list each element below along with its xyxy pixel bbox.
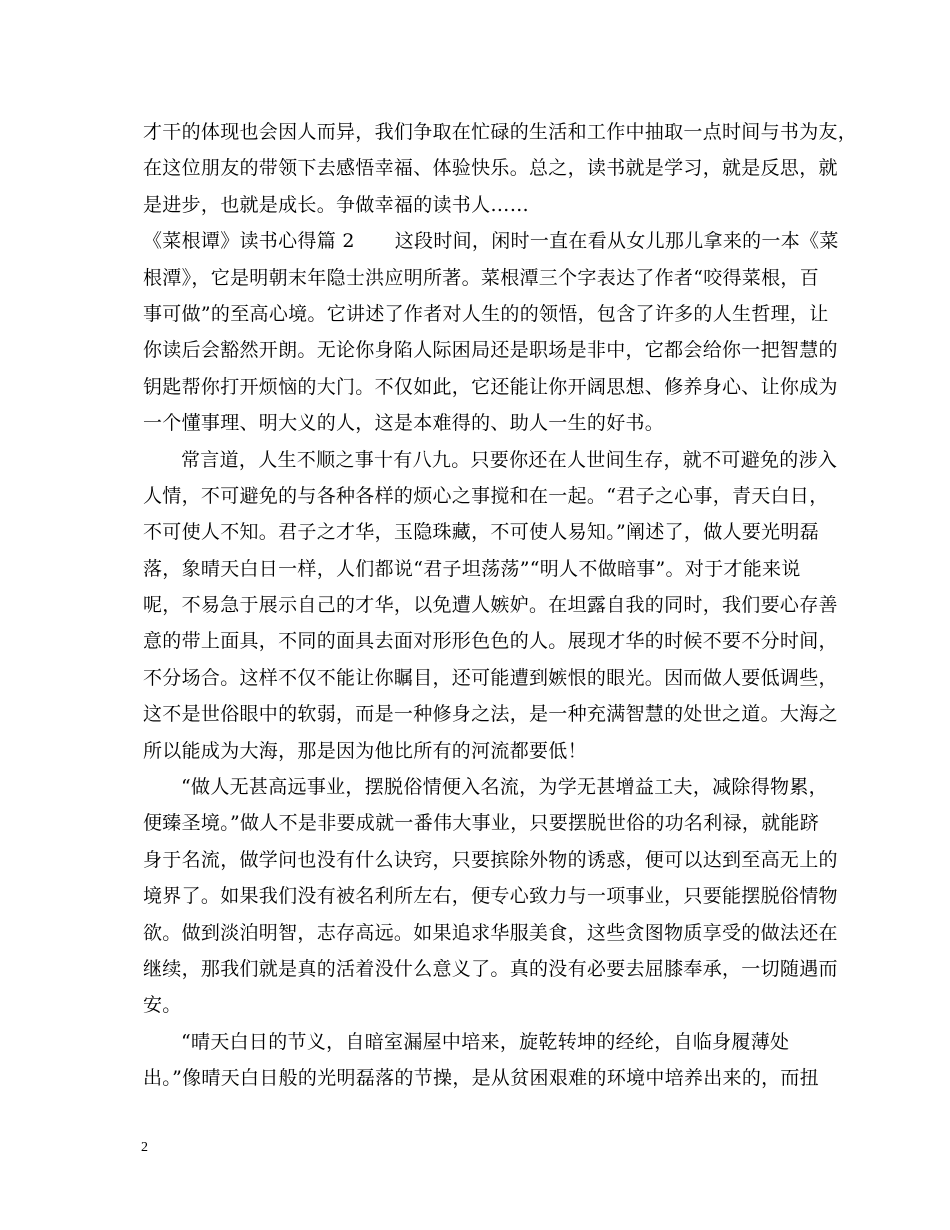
text-line: 继续，那我们就是真的活着没什么意义了。真的没有必要去屈膝奉承，一切随遇而 [143, 957, 838, 980]
text-line: 一个懂事理、明大义的人，这是本难得的、助人一生的好书。 [143, 412, 665, 435]
paragraph-start-line: 常言道，人生不顺之事十有八九。只要你还在人世间生存，就不可避免的涉入 [181, 448, 838, 471]
text-line: 意的带上面具，不同的面具去面对形形色色的人。展现才华的时候不要不分时间， [143, 630, 838, 653]
page-number: 2 [141, 1140, 148, 1155]
text-line: 你读后会豁然开朗。无论你身陷人际困局还是职场是非中，它都会给你一把智慧的 [143, 339, 838, 362]
paragraph-start-line: “晴天白日的节义，自暗室漏屋中培来，旋乾转坤的经纶，自临身履薄处 [181, 1030, 790, 1053]
text-line: 根潭》，它是明朝末年隐士洪应明所著。菜根潭三个字表达了作者“咬得菜根，百 [143, 266, 820, 289]
text-line: 欲。做到淡泊明智，志存高远。如果追求华服美食，这些贪图物质享受的做法还在 [143, 921, 838, 944]
heading-line [143, 223, 839, 259]
section-heading: 《菜根谭》读书心得篇 2 [143, 230, 355, 253]
body-text [143, 114, 858, 1097]
text-line: 人情，不可避免的与各种各样的烦心之事搅和在一起。“君子之心事，青天白日， [143, 484, 829, 507]
text-line-fragment: 这段时间，闲时一直在看从女儿那儿拿来的一本《菜 [394, 230, 839, 253]
text-line: 才干的体现也会因人而异，我们争取在忙碌的生活和工作中抽取一点时间与书为友， [143, 121, 858, 143]
text-line: 出。”像晴天白日般的光明磊落的节操，是从贫困艰难的环境中培养出来的，而扭 [143, 1067, 820, 1090]
text-line: 这不是世俗眼中的软弱，而是一种修身之法，是一种充满智慧的处世之道。大海之 [143, 703, 838, 726]
paragraph-start-line: “做人无甚高远事业，摆脱俗情便入名流，为学无甚增益工夫，减除得物累， [181, 776, 828, 799]
text-line: 事可做”的至高心境。它讲述了作者对人生的的领悟，包含了许多的人生哲理，让 [143, 302, 829, 325]
text-line: 安。 [143, 994, 182, 1017]
text-line: 是进步，也就是成长。争做幸福的读书人…… [143, 193, 530, 216]
text-line: 身于名流，做学问也没有什么诀窍，只要摈除外物的诱惑，便可以达到至高无上的 [143, 848, 838, 871]
text-line: 所以能成为大海，那是因为他比所有的河流都要低！ [143, 739, 587, 762]
text-line: 落，象晴天白日一样，人们都说“君子坦荡荡”“明人不做暗事”。对于才能来说 [143, 557, 801, 580]
text-line: 不可使人不知。君子之才华，玉隐珠藏，不可使人易知。”阐述了，做人要光明磊 [143, 521, 820, 544]
text-line: 呢，不易急于展示自己的才华，以免遭人嫉妒。在坦露自我的同时，我们要心存善 [143, 594, 838, 617]
text-line: 不分场合。这样不仅不能让你瞩目，还可能遭到嫉恨的眼光。因而做人要低调些， [143, 666, 838, 689]
text-line: 境界了。如果我们没有被名利所左右，便专心致力与一项事业，只要能摆脱俗情物 [143, 885, 838, 908]
text-line: 在这位朋友的带领下去感悟幸福、体验快乐。总之，读书就是学习，就是反思，就 [143, 157, 838, 180]
text-line: 便臻圣境。”做人不是非要成就一番伟大事业，只要摆脱世俗的功名利禄，就能跻 [143, 812, 820, 835]
text-line: 钥匙帮你打开烦恼的大门。不仅如此，它还能让你开阔思想、修养身心、让你成为 [143, 375, 838, 398]
